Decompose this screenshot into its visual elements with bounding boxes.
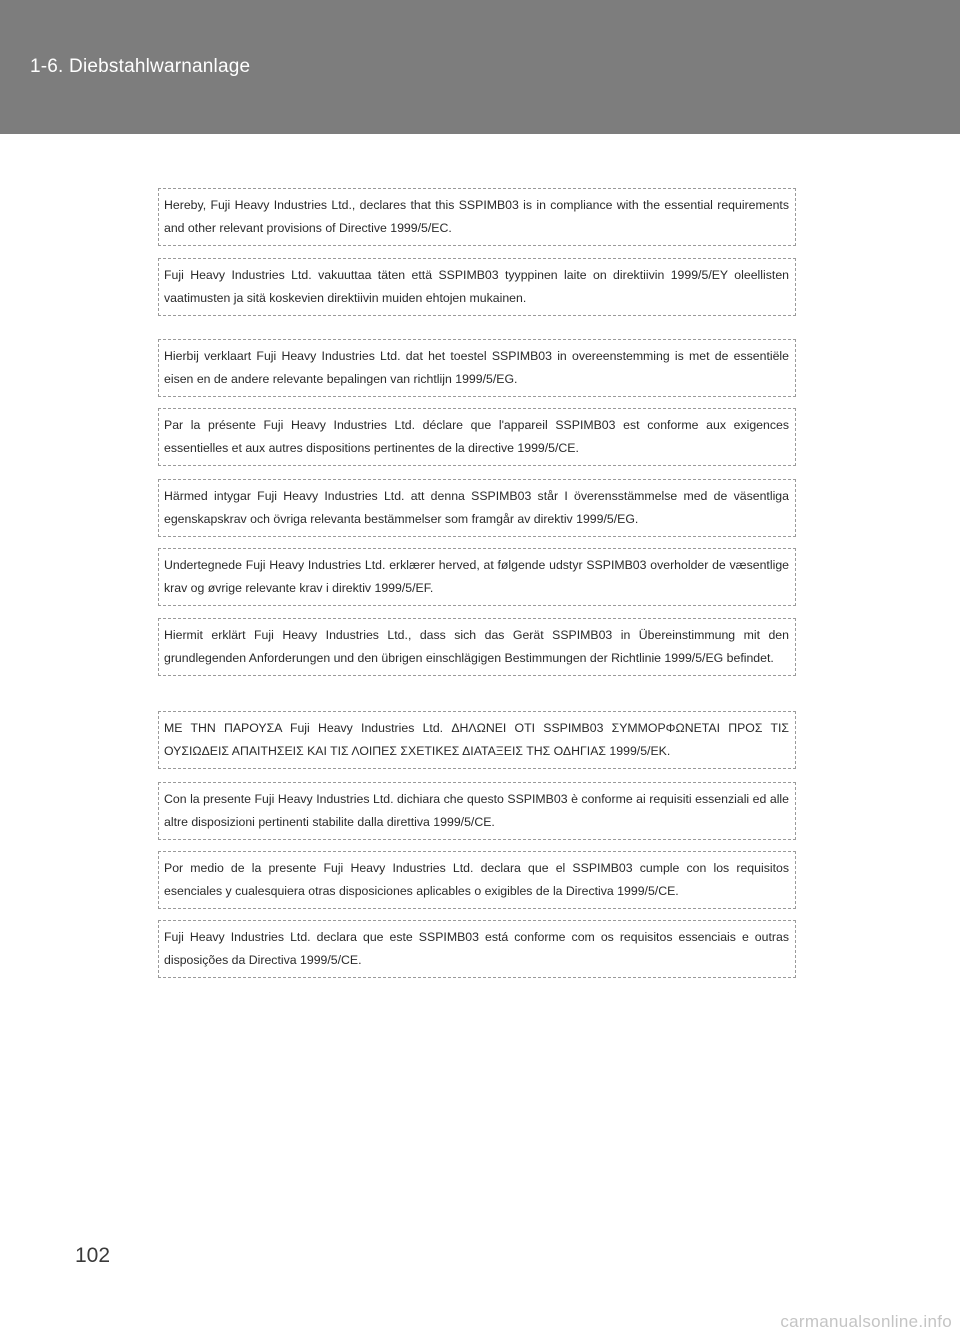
declaration-finnish <box>158 258 796 316</box>
declaration-english <box>158 188 796 246</box>
declaration-dutch <box>158 339 796 397</box>
declaration-text: Par la présente Fuji Heavy Industries Ltd. déclare que l'appareil SSPIMB03 est conforme aux exigences essentielles et aux autres dispositions pertinentes de la directive 1999/5/CE. <box>164 418 789 455</box>
declaration-portuguese <box>158 920 796 978</box>
declaration-italian <box>158 782 796 840</box>
section-title: 1-6. Diebstahlwarnanlage <box>30 56 251 77</box>
watermark: carmanualsonline.info <box>780 1312 952 1331</box>
declaration-spanish <box>158 851 796 909</box>
declaration-french <box>158 408 796 466</box>
declaration-danish <box>158 548 796 606</box>
declaration-text: Con la presente Fuji Heavy Industries Ltd. dichiara che questo SSPIMB03 è conforme ai requisiti essenziali ed alle altre disposizioni pertinenti stabilite dalla direttiva 1999/5/CE. <box>164 792 789 829</box>
declaration-text: Undertegnede Fuji Heavy Industries Ltd. erklærer herved, at følgende udstyr SSPIMB03 overholder de væsentlige krav og øvrige relevante krav i direktiv 1999/5/EF. <box>164 558 789 595</box>
page-number: 102 <box>75 1244 111 1267</box>
declaration-text: ΜΕ ΤΗΝ ΠΑΡΟΥΣΑ Fuji Heavy Industries Ltd. ΔΗΛΩΝΕΙ ΟΤΙ SSPIMB03 ΣΥΜΜΟΡΦΩΝΕΤΑΙ ΠΡΟΣ ΤΙΣ ΟΥΣΙΩΔΕΙΣ ΑΠΑΙΤΗΣΕΙΣ ΚΑΙ ΤΙΣ ΛΟΙΠΕΣ ΣΧΕΤΙΚΕΣ ΔΙΑΤΑΞΕΙΣ ΤΗΣ ΟΔΗΓΙΑΣ 1999/5/ΕΚ. <box>164 721 789 758</box>
declaration-greek <box>158 711 796 769</box>
declaration-text: Fuji Heavy Industries Ltd. declara que este SSPIMB03 está conforme com os requisitos essenciais e outras disposições da Directiva 1999/5/CE. <box>164 930 789 967</box>
declaration-swedish <box>158 479 796 537</box>
section-header <box>0 0 960 134</box>
declaration-text: Hierbij verklaart Fuji Heavy Industries Ltd. dat het toestel SSPIMB03 in overeenstemming is met de essentiële eisen en de andere relevante bepalingen van richtlijn 1999/5/EG. <box>164 349 789 386</box>
declaration-text: Por medio de la presente Fuji Heavy Industries Ltd. declara que el SSPIMB03 cumple con los requisitos esenciales y cualesquiera otras disposiciones aplicables o exigibles de la Directiva 1999/5/CE. <box>164 861 789 898</box>
declaration-text: Hiermit erklärt Fuji Heavy Industries Ltd., dass sich das Gerät SSPIMB03 in Übereinstimmung mit den grundlegenden Anforderungen und den übrigen einschlägigen Bestimmungen der Richtlinie 1999/5/EG befindet. <box>164 628 789 665</box>
declaration-text: Hereby, Fuji Heavy Industries Ltd., declares that this SSPIMB03 is in compliance with the essential requirements and other relevant provisions of Directive 1999/5/EC. <box>164 198 789 235</box>
declaration-german <box>158 618 796 676</box>
declaration-text: Fuji Heavy Industries Ltd. vakuuttaa täten että SSPIMB03 tyyppinen laite on direktiivin 1999/5/EY oleellisten vaatimusten ja sitä koskevien direktiivin muiden ehtojen mukainen. <box>164 268 789 305</box>
declaration-text: Härmed intygar Fuji Heavy Industries Ltd. att denna SSPIMB03 står I överensstämmelse med de väsentliga egenskapskrav och övriga relevanta bestämmelser som framgår av direktiv 1999/5/EG. <box>164 489 789 526</box>
